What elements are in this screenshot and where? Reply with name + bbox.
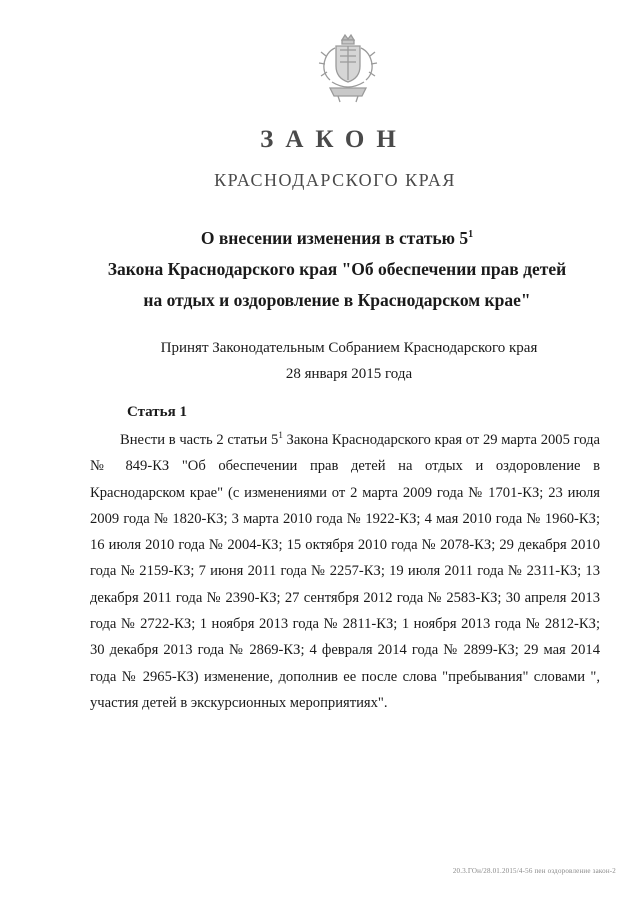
- law-title-superscript: 1: [468, 229, 474, 241]
- article-body-pre: Внести в часть 2 статьи 5: [120, 432, 279, 448]
- adoption-date: 28 января 2015 года: [285, 366, 413, 382]
- law-title-line-2: Закона Краснодарского края "Об обеспечении прав детей: [107, 259, 567, 279]
- adoption-statement: Принят Законодательным Собранием Краснодарского края: [160, 340, 538, 356]
- law-title-text: О внесении изменения в статью 5: [200, 228, 469, 248]
- krasnodar-coat-of-arms-icon: [318, 32, 378, 104]
- article-heading: Статья 1: [127, 404, 187, 420]
- article-body-superscript: 1: [278, 430, 283, 441]
- article-body-main: Закона Краснодарского края от 29 марта 2005 года № 849-КЗ "Об обеспечении прав детей на отдых и оздоровление в Краснодарском крае" (с изменениями от 2 марта 2009 года № 1701-КЗ; 23 июля 2009 года № 1820-КЗ; 3 марта 2010 года № 1922-КЗ; 4 мая 2010 года № 1960-КЗ; 16 июля 2010 года № 2004-КЗ; 15 октября 2010 года № 2078-КЗ; 29 декабря 2010 года № 2159-КЗ; 7 июня 2011 года № 2257-КЗ; 19 июля 2011 года № 2311-КЗ; 13 декабря 2011 года № 2390-КЗ; 27 сентября 2012 года № 2583-КЗ; 30 апреля 2013 года № 2722-КЗ; 1 ноября 2013 года № 2811-КЗ; 1 ноября 2013 года № 2812-КЗ; 30 декабря 2013 года № 2869-КЗ; 4 февраля 2014 года № 2899-КЗ; 29 мая 2014 года № 2965-КЗ) изменение, дополнив ее после слова "пребывания" словами ", участия детей в экскурсионных мероприятиях".: [90, 432, 600, 711]
- document-footer-code: 20.3.ГОн/28.01.2015/4-56 пен оздоровление закон-2: [452, 867, 616, 875]
- law-heading: ЗАКОН: [260, 126, 408, 153]
- law-title-line-1: [0, 228, 640, 249]
- region-heading: КРАСНОДАРСКОГО КРАЯ: [214, 170, 456, 190]
- article-body: [90, 427, 600, 716]
- law-title-line-3: на отдых и оздоровление в Краснодарском крае": [143, 290, 531, 310]
